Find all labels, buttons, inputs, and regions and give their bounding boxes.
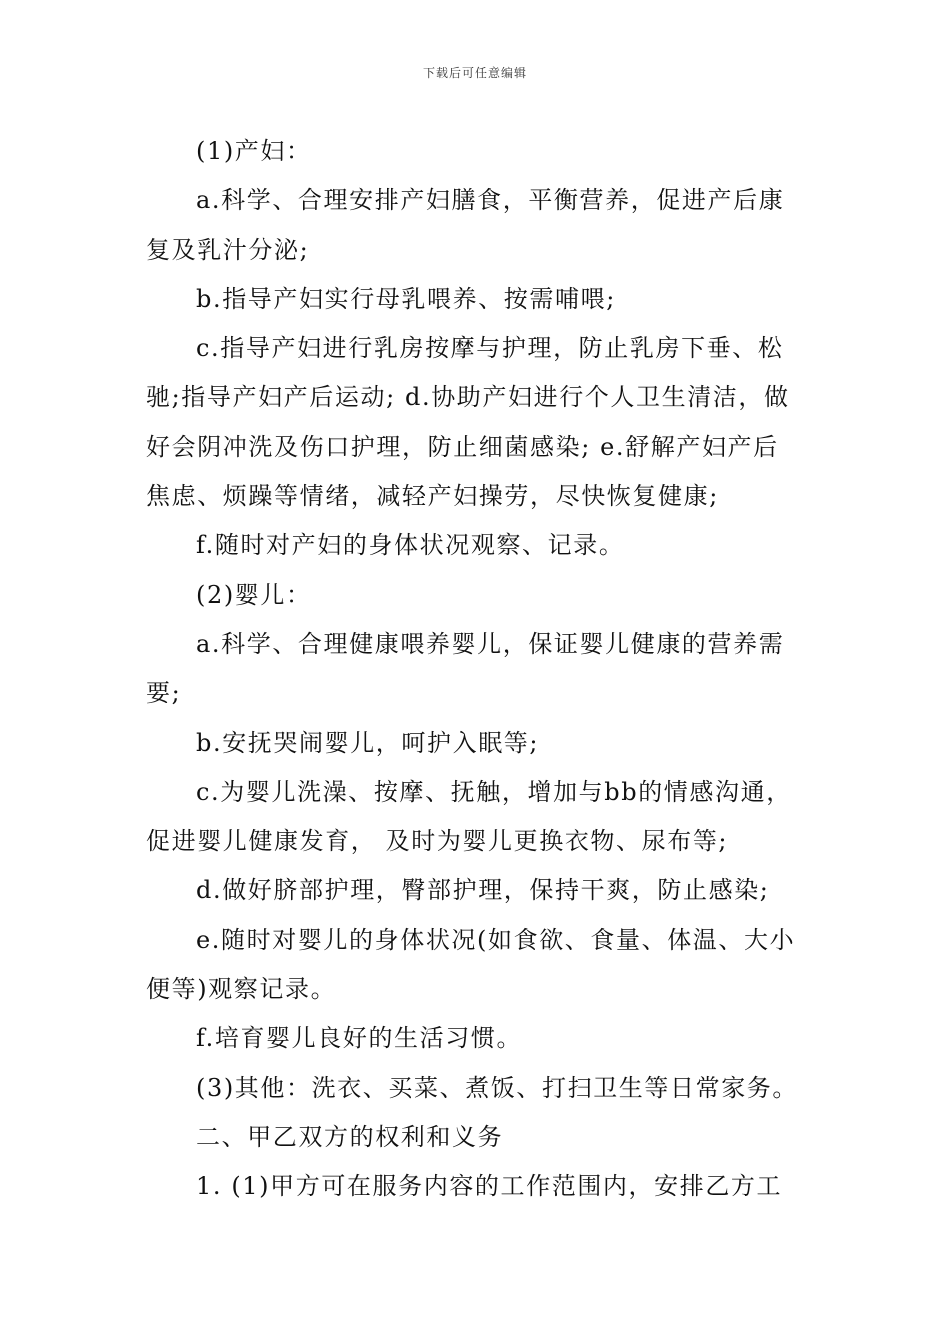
paragraph-line: b.指导产妇实行母乳喂养、按需哺喂;	[196, 284, 616, 313]
paragraph-line: a.科学、合理健康喂养婴儿，保证婴儿健康的营养需	[196, 629, 785, 658]
paragraph-line: b.安抚哭闹婴儿，呵护入眠等;	[196, 728, 540, 757]
paragraph-line: a.科学、合理安排产妇膳食，平衡营养，促进产后康	[196, 186, 785, 215]
paragraph-line: 要;	[146, 679, 182, 708]
paragraph-line: f.随时对产妇的身体状况观察、记录。	[196, 531, 625, 560]
section-heading-other: (3)其他：洗衣、买菜、煮饭、打扫卫生等日常家务。	[196, 1073, 798, 1102]
paragraph-line: 促进婴儿健康发育， 及时为婴儿更换衣物、尿布等;	[146, 827, 729, 856]
section-heading-mother: (1)产妇：	[196, 137, 312, 165]
paragraph-line: 驰;指导产妇产后运动; d.协助产妇进行个人卫生清洁，做	[146, 383, 790, 412]
section-heading-rights: 二、甲乙双方的权利和义务	[196, 1122, 504, 1151]
paragraph-line: f.培育婴儿良好的生活习惯。	[196, 1024, 523, 1053]
document-body	[146, 127, 816, 1212]
page-header: 下载后可任意编辑	[422, 66, 527, 80]
paragraph-line: 1. (1)甲方可在服务内容的工作范围内，安排乙方工	[196, 1172, 783, 1201]
paragraph-line: c.指导产妇进行乳房按摩与护理，防止乳房下垂、松	[196, 334, 784, 363]
paragraph-line: 便等)观察记录。	[146, 975, 337, 1004]
paragraph-line: e.随时对婴儿的身体状况(如食欲、食量、体温、大小	[196, 925, 796, 954]
section-heading-infant: (2)婴儿：	[196, 580, 312, 609]
paragraph-line: d.做好脐部护理，臀部护理，保持干爽，防止感染;	[196, 876, 770, 905]
paragraph-line: 复及乳汁分泌;	[146, 235, 310, 264]
paragraph-line: 焦虑、烦躁等情绪，减轻产妇操劳，尽快恢复健康;	[146, 482, 719, 511]
paragraph-line: 好会阴冲洗及伤口护理，防止细菌感染; e.舒解产妇产后	[146, 432, 779, 461]
paragraph-line: c.为婴儿洗澡、按摩、抚触，增加与bb的情感沟通，	[196, 777, 792, 806]
